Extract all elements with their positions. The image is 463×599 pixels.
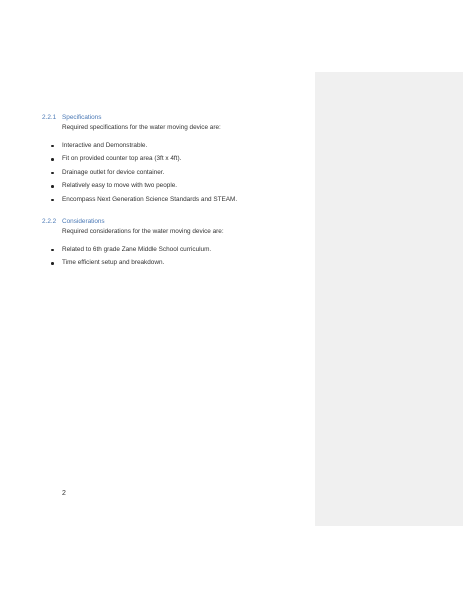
section-specifications [42,113,302,207]
list-item [42,180,302,194]
bullet-icon [42,195,62,205]
section-intro: Required considerations for the water moving device are: [62,228,224,235]
section-number: 2.2.1 [42,114,57,121]
page-number: 2 [62,490,66,497]
list-item [42,193,302,207]
bullet-icon [42,258,62,268]
bullet-icon [42,181,62,191]
list-item-text: Interactive and Demonstrable. [62,141,148,149]
bullet-list [42,243,302,270]
section-heading [42,217,302,227]
list-item [42,166,302,180]
bullet-icon [42,154,62,164]
section-heading [42,113,302,123]
list-item [42,243,302,257]
list-item [42,139,302,153]
section-number: 2.2.2 [42,218,57,225]
section-considerations [42,217,302,270]
list-item-text: Encompass Next Generation Science Standards and STEAM. [62,195,238,203]
list-item-text: Fit on provided counter top area (3ft x 4ft). [62,155,182,163]
list-item-text: Related to 6th grade Zane Middle School curriculum. [62,245,212,253]
section-title: Considerations [62,218,105,225]
bullet-icon [42,168,62,178]
list-item [42,257,302,271]
section-title: Specifications [62,114,102,121]
list-item-text: Time efficient setup and breakdown. [62,259,165,267]
list-item [42,153,302,167]
section-intro: Required specifications for the water moving device are: [62,124,221,131]
bullet-icon [42,141,62,151]
bullet-icon [42,245,62,255]
bullet-list [42,139,302,207]
list-item-text: Drainage outlet for device container. [62,168,165,176]
comment-pane [315,72,463,526]
list-item-text: Relatively easy to move with two people. [62,182,178,190]
